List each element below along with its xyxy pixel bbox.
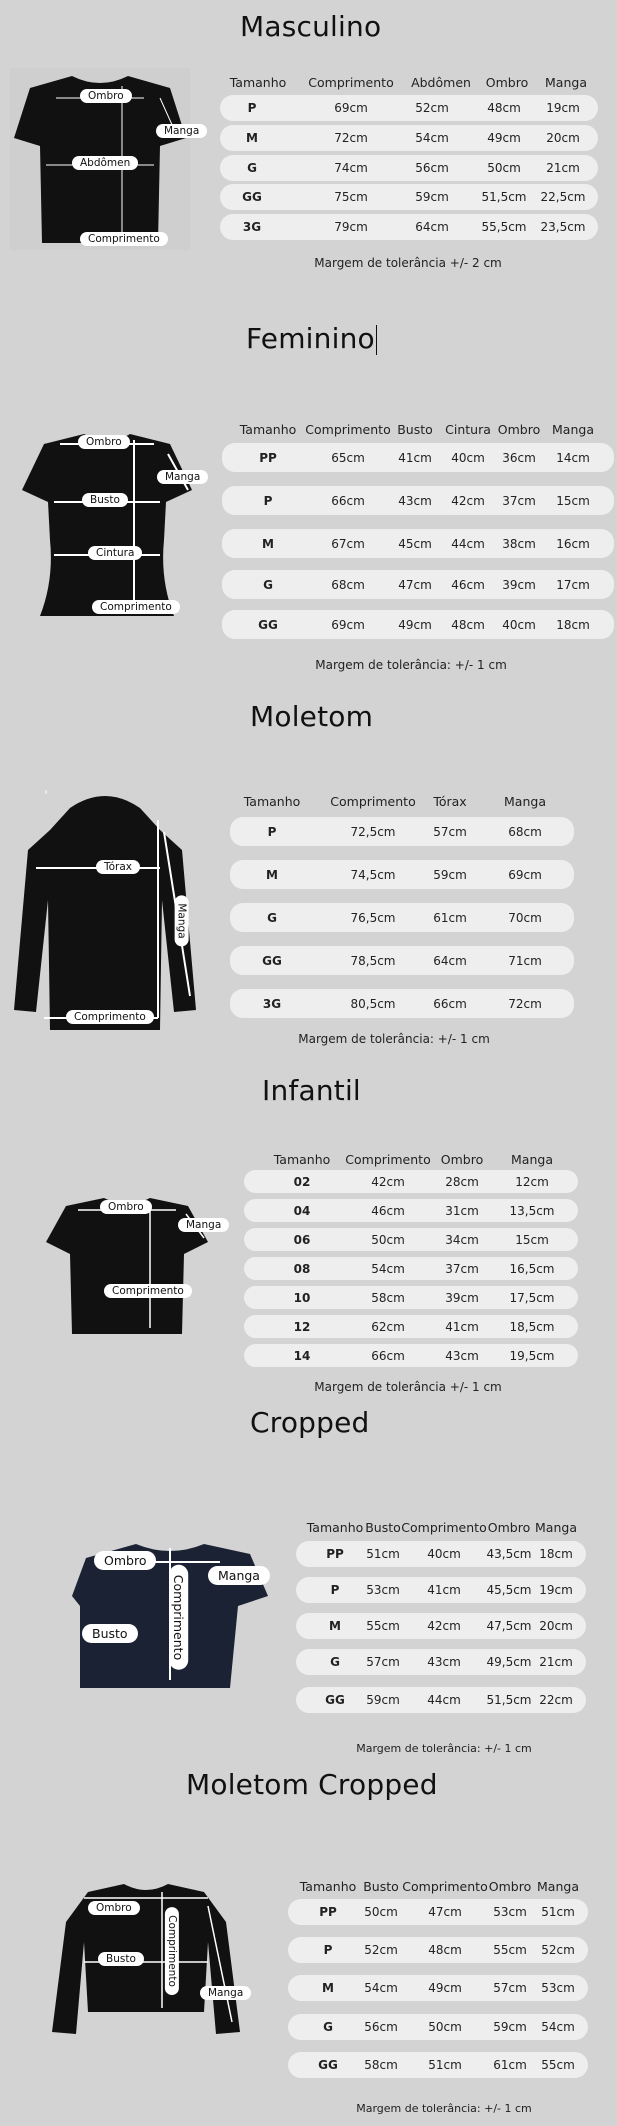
tolerance-note: Margem de tolerância +/- 2 cm: [314, 256, 502, 270]
cell: G: [247, 161, 257, 175]
col-header: Comprimento: [308, 75, 394, 90]
table-row: [244, 1170, 578, 1193]
table-row: [222, 486, 614, 515]
section-moletom: [0, 690, 617, 1060]
col-header: Tamanho: [243, 794, 301, 809]
cell: 42cm: [371, 1174, 405, 1189]
cell: GG: [258, 617, 278, 632]
cell: GG: [262, 953, 282, 968]
cell: 52cm: [364, 1943, 398, 1957]
cell: 54cm: [371, 1261, 405, 1276]
table-row: [220, 155, 598, 181]
cell: PP: [259, 450, 277, 465]
cell: 66cm: [433, 996, 467, 1011]
cell: 50cm: [364, 1905, 398, 1919]
cell: 20cm: [546, 131, 580, 145]
cell: 41cm: [445, 1319, 479, 1334]
cell: 68cm: [331, 577, 365, 592]
cell: 56cm: [364, 2020, 398, 2034]
section-title: Infantil: [262, 1074, 361, 1107]
col-header: Ombro: [488, 1879, 532, 1894]
cell: 13,5cm: [509, 1203, 555, 1218]
cell: 3G: [242, 220, 262, 234]
label-comprimento: Comprimento: [169, 1565, 188, 1670]
cell: P: [330, 1583, 340, 1597]
cell: 18,5cm: [509, 1319, 555, 1334]
cell: 12: [293, 1319, 311, 1334]
col-header: Ombro: [497, 422, 541, 437]
cell: 18cm: [539, 1547, 573, 1561]
cell: 59cm: [415, 190, 449, 204]
cell: 22cm: [539, 1693, 573, 1707]
tolerance-note: Margem de tolerância: +/- 1 cm: [356, 1742, 532, 1755]
table-row: [288, 2052, 588, 2078]
table-row: [288, 1899, 588, 1925]
cell: 53cm: [541, 1981, 575, 1995]
cell: 12cm: [515, 1174, 549, 1189]
cell: 46cm: [451, 577, 485, 592]
col-header: Cintura: [445, 422, 491, 437]
cell: M: [266, 867, 278, 882]
cell: 54cm: [415, 131, 449, 145]
cell: 50cm: [487, 161, 521, 175]
label-comprimento: Comprimento: [80, 232, 168, 246]
cell: 57cm: [493, 1981, 527, 1995]
hoodie-icon: [10, 790, 200, 1040]
cell: 55cm: [541, 2058, 575, 2072]
label-manga: Manga: [157, 470, 208, 484]
table-row: [220, 95, 598, 121]
cell: 59cm: [366, 1693, 400, 1707]
cell: GG: [318, 2058, 338, 2072]
cell: 02: [293, 1174, 311, 1189]
col-header: Tamanho: [273, 1152, 331, 1167]
label-ombro: Ombro: [94, 1551, 156, 1570]
cell: P: [323, 1943, 333, 1957]
sweatshirt-icon: [48, 1882, 244, 2042]
cell: 72cm: [334, 131, 368, 145]
col-header: Comprimento: [330, 794, 416, 809]
table-row: [222, 529, 614, 558]
cell: 43cm: [398, 493, 432, 508]
table-row: [244, 1199, 578, 1222]
cell: 47cm: [428, 1905, 462, 1919]
cell: 52cm: [541, 1943, 575, 1957]
cell: 62cm: [371, 1319, 405, 1334]
col-header: Comprimento: [401, 1520, 487, 1535]
table-row: [244, 1315, 578, 1338]
label-manga: Manga: [156, 124, 207, 138]
cell: 57cm: [433, 824, 467, 839]
cell: 55cm: [493, 1943, 527, 1957]
cell: 68cm: [508, 824, 542, 839]
label-busto: Busto: [82, 493, 128, 507]
label-ombro: Ombro: [78, 435, 130, 449]
table-row: [296, 1541, 586, 1567]
cell: 49cm: [487, 131, 521, 145]
cell: PP: [326, 1547, 344, 1561]
table-row: [244, 1228, 578, 1251]
cell: 43,5cm: [486, 1547, 532, 1561]
cell: 42cm: [451, 493, 485, 508]
product-photo-kids-tshirt: [42, 1198, 222, 1338]
cell: 46cm: [371, 1203, 405, 1218]
col-header: Busto: [363, 1879, 399, 1894]
cell: 51,5cm: [481, 190, 527, 204]
cell: 54cm: [541, 2020, 575, 2034]
cell: 51cm: [428, 2058, 462, 2072]
cell: 74,5cm: [350, 867, 396, 882]
cell: P: [247, 101, 257, 115]
section-moletom-cropped: [0, 1762, 617, 2126]
cell: 42cm: [427, 1619, 461, 1633]
cell: 64cm: [433, 953, 467, 968]
cell: 37cm: [502, 493, 536, 508]
cell: 16cm: [556, 536, 590, 551]
cell: 47,5cm: [486, 1619, 532, 1633]
cell: M: [329, 1619, 341, 1633]
cell: 78,5cm: [350, 953, 396, 968]
label-manga: Manga: [200, 1986, 251, 2000]
cell: 39cm: [445, 1290, 479, 1305]
cell: 21cm: [546, 161, 580, 175]
col-header: Manga: [552, 422, 594, 437]
label-manga: Manga: [178, 1218, 229, 1232]
cell: 45cm: [398, 536, 432, 551]
label-cintura: Cintura: [88, 546, 142, 560]
product-photo-cropped: [70, 1540, 270, 1690]
table-row: [288, 1975, 588, 2001]
section-title: Masculino: [240, 10, 382, 43]
table-row: [230, 860, 574, 889]
table-row: [230, 817, 574, 846]
col-header: Ombro: [485, 75, 529, 90]
cell: 49,5cm: [486, 1655, 532, 1669]
section-infantil: [0, 1068, 617, 1398]
cell: 75cm: [334, 190, 368, 204]
cell: 38cm: [502, 536, 536, 551]
cell: 52cm: [415, 101, 449, 115]
col-header: Tamanho: [229, 75, 287, 90]
text-cursor: [376, 325, 377, 355]
col-header: Comprimento: [402, 1879, 488, 1894]
table-row: [244, 1344, 578, 1367]
col-header: Tórax: [433, 794, 467, 809]
cell: GG: [325, 1693, 345, 1707]
cell: 53cm: [493, 1905, 527, 1919]
cell: 69cm: [334, 101, 368, 115]
cell: 41cm: [398, 450, 432, 465]
cell: 43cm: [445, 1348, 479, 1363]
cell: 23,5cm: [540, 220, 586, 234]
cell: 3G: [262, 996, 282, 1011]
table-row: [244, 1286, 578, 1309]
cell: 40cm: [502, 617, 536, 632]
section-feminino: [0, 300, 617, 680]
cell: 55,5cm: [481, 220, 527, 234]
product-photo-tshirt: [10, 68, 200, 250]
cell: 36cm: [502, 450, 536, 465]
cell: 48cm: [487, 101, 521, 115]
cell: 04: [293, 1203, 311, 1218]
product-photo-cropped-sweatshirt: [48, 1882, 244, 2042]
section-title: [246, 322, 377, 355]
section-masculino: [0, 0, 617, 290]
cell: 34cm: [445, 1232, 479, 1247]
label-busto: Busto: [98, 1952, 144, 1966]
cell: 65cm: [331, 450, 365, 465]
cell: 14cm: [556, 450, 590, 465]
table-row: [296, 1613, 586, 1639]
cell: 49cm: [398, 617, 432, 632]
col-header: Manga: [504, 794, 546, 809]
section-title-text: Feminino: [246, 322, 375, 355]
cell: 66cm: [331, 493, 365, 508]
cell: 54cm: [364, 1981, 398, 1995]
col-header: Manga: [535, 1520, 577, 1535]
cell: G: [323, 2020, 333, 2034]
cell: 20cm: [539, 1619, 573, 1633]
col-header: Comprimento: [345, 1152, 431, 1167]
label-comprimento: Comprimento: [104, 1284, 192, 1298]
table-row: [296, 1687, 586, 1713]
tolerance-note: Margem de tolerância: +/- 1 cm: [356, 2102, 532, 2115]
cell: 66cm: [371, 1348, 405, 1363]
col-header: Comprimento: [305, 422, 391, 437]
cell: 50cm: [371, 1232, 405, 1247]
cell: GG: [242, 190, 262, 204]
cell: 40cm: [427, 1547, 461, 1561]
cell: 44cm: [451, 536, 485, 551]
cell: G: [263, 577, 273, 592]
table-row: [230, 903, 574, 932]
cell: 40cm: [451, 450, 485, 465]
cell: 48cm: [428, 1943, 462, 1957]
cell: 17cm: [556, 577, 590, 592]
tshirt-icon: [14, 430, 200, 620]
cell: 70cm: [508, 910, 542, 925]
cell: P: [263, 493, 273, 508]
cell: 51,5cm: [486, 1693, 532, 1707]
cell: 57cm: [366, 1655, 400, 1669]
cell: 19cm: [546, 101, 580, 115]
cell: P: [267, 824, 277, 839]
col-header: Manga: [545, 75, 587, 90]
cell: 69cm: [331, 617, 365, 632]
section-title: Moletom: [250, 700, 374, 733]
table-row: [288, 2014, 588, 2040]
label-manga: Manga: [175, 895, 189, 946]
col-header: Ombro: [440, 1152, 484, 1167]
table-row: [220, 125, 598, 151]
table-row: [230, 946, 574, 975]
label-ombro: Ombro: [100, 1200, 152, 1214]
cell: M: [246, 131, 258, 145]
cell: 06: [293, 1232, 311, 1247]
label-ombro: Ombro: [80, 89, 132, 103]
table-row: [220, 214, 598, 240]
section-title: Cropped: [250, 1406, 370, 1439]
cell: 43cm: [427, 1655, 461, 1669]
col-header: Tamanho: [239, 422, 297, 437]
cell: M: [262, 536, 274, 551]
cell: 15cm: [556, 493, 590, 508]
label-comprimento: Comprimento: [66, 1010, 154, 1024]
col-header: Manga: [511, 1152, 553, 1167]
cell: 51cm: [366, 1547, 400, 1561]
cell: 56cm: [415, 161, 449, 175]
cell: 44cm: [427, 1693, 461, 1707]
cell: 50cm: [428, 2020, 462, 2034]
cell: 18cm: [556, 617, 590, 632]
cell: 76,5cm: [350, 910, 396, 925]
label-abdomen: Abdômen: [72, 156, 138, 170]
table-row: [296, 1577, 586, 1603]
col-header: Busto: [397, 422, 433, 437]
cell: 79cm: [334, 220, 368, 234]
cell: 58cm: [364, 2058, 398, 2072]
cell: 67cm: [331, 536, 365, 551]
cell: 51cm: [541, 1905, 575, 1919]
col-header: Abdômen: [411, 75, 471, 90]
table-row: [222, 443, 614, 472]
cell: 47cm: [398, 577, 432, 592]
tolerance-note: Margem de tolerância +/- 1 cm: [314, 1380, 502, 1394]
cell: 37cm: [445, 1261, 479, 1276]
label-torax: Tórax: [96, 860, 140, 874]
cell: 19,5cm: [509, 1348, 555, 1363]
cell: 61cm: [493, 2058, 527, 2072]
col-header: Manga: [537, 1879, 579, 1894]
cell: M: [322, 1981, 334, 1995]
cell: 71cm: [508, 953, 542, 968]
cell: 61cm: [433, 910, 467, 925]
tolerance-note: Margem de tolerância: +/- 1 cm: [298, 1032, 490, 1046]
cell: G: [330, 1655, 340, 1669]
cell: 72,5cm: [350, 824, 396, 839]
cell: 31cm: [445, 1203, 479, 1218]
cell: 55cm: [366, 1619, 400, 1633]
cell: 48cm: [451, 617, 485, 632]
cell: 59cm: [433, 867, 467, 882]
table-row: [288, 1937, 588, 1963]
section-cropped: [0, 1400, 617, 1760]
cell: 10: [293, 1290, 311, 1305]
table-row: [244, 1257, 578, 1280]
table-row: [222, 610, 614, 639]
cell: 15cm: [515, 1232, 549, 1247]
product-photo-baby-look: [14, 430, 200, 620]
cell: 72cm: [508, 996, 542, 1011]
cell: 45,5cm: [486, 1583, 532, 1597]
col-header: Tamanho: [299, 1879, 357, 1894]
cell: 14: [293, 1348, 311, 1363]
cell: 21cm: [539, 1655, 573, 1669]
cell: 64cm: [415, 220, 449, 234]
cell: 58cm: [371, 1290, 405, 1305]
col-header: Ombro: [487, 1520, 531, 1535]
table-row: [222, 570, 614, 599]
cell: G: [267, 910, 277, 925]
cell: 16,5cm: [509, 1261, 555, 1276]
cell: 19cm: [539, 1583, 573, 1597]
table-row: [220, 184, 598, 210]
table-row: [296, 1649, 586, 1675]
cell: 22,5cm: [540, 190, 586, 204]
label-comprimento: Comprimento: [165, 1907, 179, 1995]
label-busto: Busto: [82, 1624, 138, 1643]
cell: 17,5cm: [509, 1290, 555, 1305]
cell: 39cm: [502, 577, 536, 592]
table-row: [230, 989, 574, 1018]
cell: 08: [293, 1261, 311, 1276]
cell: 41cm: [427, 1583, 461, 1597]
product-photo-hoodie: [10, 790, 200, 1040]
cell: 53cm: [366, 1583, 400, 1597]
cell: 49cm: [428, 1981, 462, 1995]
tolerance-note: Margem de tolerância: +/- 1 cm: [315, 658, 507, 672]
col-header: Busto: [365, 1520, 401, 1535]
cell: 74cm: [334, 161, 368, 175]
cell: 69cm: [508, 867, 542, 882]
section-title: Moletom Cropped: [186, 1768, 438, 1801]
label-ombro: Ombro: [88, 1901, 140, 1915]
cell: 28cm: [445, 1174, 479, 1189]
col-header: Tamanho: [306, 1520, 364, 1535]
label-comprimento: Comprimento: [92, 600, 180, 614]
cell: 59cm: [493, 2020, 527, 2034]
cell: PP: [319, 1905, 337, 1919]
cell: 80,5cm: [350, 996, 396, 1011]
label-manga: Manga: [208, 1566, 270, 1585]
